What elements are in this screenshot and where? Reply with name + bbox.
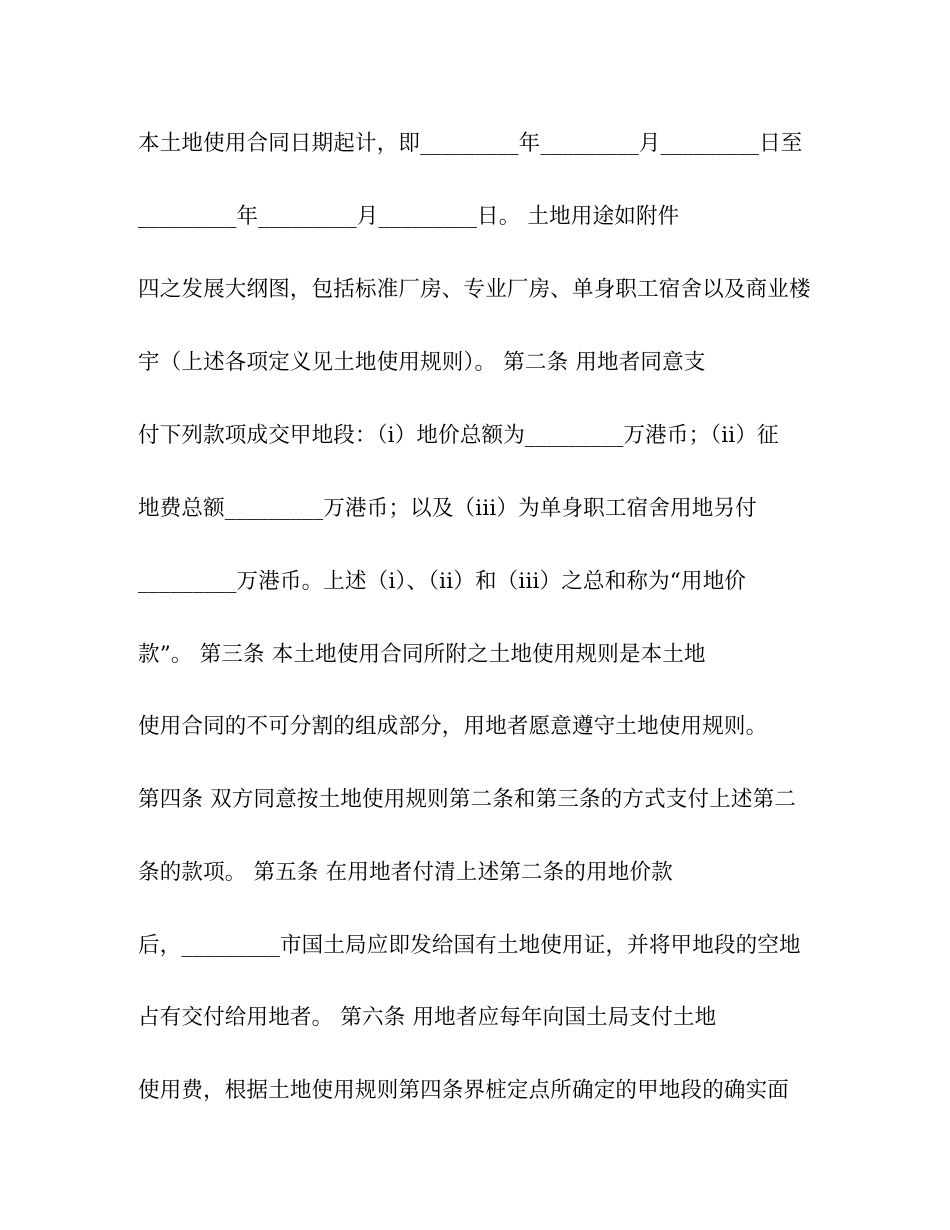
text-line-9: 使用合同的不可分割的组成部分，用地者愿意遵守土地使用规则。: [138, 714, 768, 739]
text-line-6: 地费总额_________万港币；以及（iii）为单身职工宿舍用地另付: [138, 496, 757, 521]
text-line-2: _________年_________月_________日。 土地用途如附件: [138, 204, 680, 229]
text-line-11: 条的款项。 第五条 在用地者付清上述第二条的用地价款: [138, 860, 673, 885]
text-line-12: 后，_________市国土局应即发给国有土地使用证，并将甲地段的空地: [138, 933, 801, 958]
text-line-10: 第四条 双方同意按土地使用规则第二条和第三条的方式支付上述第二: [138, 787, 797, 812]
text-line-14: 使用费，根据土地使用规则第四条界桩定点所确定的甲地段的确实面: [138, 1078, 790, 1103]
text-line-4: 宇（上述各项定义见土地使用规则）。 第二条 用地者同意支: [138, 350, 706, 375]
text-line-5: 付下列款项成交甲地段：（i）地价总额为_________万港币；（ii）征: [138, 423, 779, 448]
text-line-3: 四之发展大纲图，包括标准厂房、专业厂房、单身职工宿舍以及商业楼: [138, 277, 811, 302]
text-line-13: 占有交付给用地者。 第六条 用地者应每年向国土局支付土地: [138, 1005, 717, 1030]
text-line-8: 款”。 第三条 本土地使用合同所附之土地使用规则是本土地: [138, 642, 706, 667]
text-line-1: 本土地使用合同日期起计，即_________年_________月_________日至: [138, 131, 803, 156]
text-line-7: _________万港币。上述（i）、（ii）和（iii）之总和称为“用地价: [138, 569, 747, 594]
